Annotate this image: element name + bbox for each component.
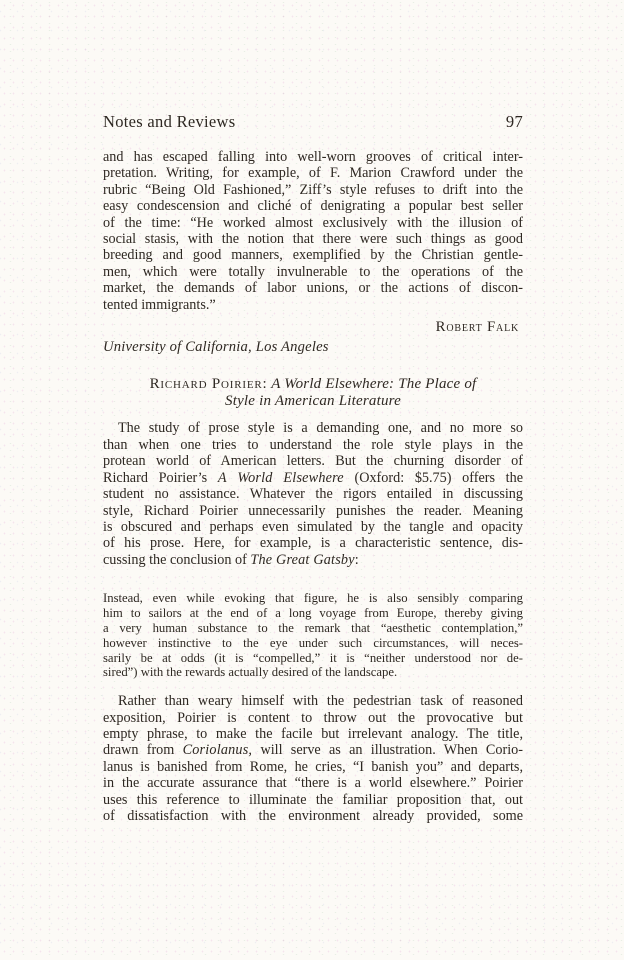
reviewer-signature-affiliation: University of California, Los Angeles (103, 339, 329, 356)
poirier-review-paragraph-1-line: style, Richard Poirier unnecessarily punishes the reader. Meaning (103, 502, 523, 519)
poirier-review-paragraph-1-line: Richard Poirier’s A World Elsewhere (Oxford: $5.75) offers the (103, 469, 524, 486)
falk-review-closing-paragraph-line: breeding and good manners, exemplified by the Christian gentle- (103, 247, 523, 264)
falk-review-closing-paragraph-line: men, which were totally invulnerable to the operations of the (103, 263, 523, 280)
falk-review-closing-paragraph-line: tented immigrants.” (103, 296, 216, 313)
poirier-block-quote-line: sarily be at odds (it is “compelled,” it is “neither understood nor de- (103, 650, 523, 665)
poirier-block-quote-line: Instead, even while evoking that figure, he is also sensibly comparing (103, 591, 523, 606)
poirier-block-quote (103, 591, 523, 680)
poirier-review-paragraph-1-line: student no assistance. Whatever the rigors entailed in discussing (103, 486, 523, 503)
poirier-block-quote-line: a very human substance to the remark that “aesthetic contemplation,” (103, 620, 523, 635)
reviewer-signature-name: Robert Falk (435, 319, 519, 336)
poirier-review-heading-line: Richard Poirier: A World Elsewhere: The Place of (149, 376, 477, 393)
poirier-review-paragraph-1-line: is obscured and perhaps even simulated by the tangle and opacity (103, 518, 523, 535)
poirier-block-quote-line: however instinctive to the eye under such circumstances, will neces- (103, 635, 523, 650)
falk-review-closing-paragraph-line: market, the demands of labor unions, or the actions of discon- (103, 280, 523, 297)
running-header-title: Notes and Reviews (103, 112, 236, 131)
poirier-review-paragraph-1-line: protean world of American letters. But the churning disorder of (103, 453, 523, 470)
poirier-review-paragraph-2-line: exposition, Poirier is content to throw out the provocative but (103, 709, 523, 726)
poirier-review-heading-line: Style in American Literature (225, 393, 401, 410)
poirier-review-paragraph-1 (103, 420, 523, 568)
poirier-review-paragraph-2-line: lanus is banished from Rome, he cries, “I banish you” and departs, (103, 758, 523, 775)
poirier-block-quote-line: him to sailors at the end of a long voyage from Europe, thereby giving (103, 605, 523, 620)
falk-review-closing-paragraph-line: pretation. Writing, for example, of F. Marion Crawford under the (103, 165, 523, 182)
poirier-block-quote-line: sired”) with the rewards actually desired of the landscape. (103, 665, 398, 680)
falk-review-closing-paragraph-line: of the time: “He worked almost exclusively with the illusion of (103, 214, 523, 231)
page-number: 97 (505, 112, 523, 131)
poirier-review-paragraph-1-line: of his prose. Here, for example, is a characteristic sentence, dis- (103, 535, 523, 552)
falk-review-closing-paragraph-line: easy condescension and cliché of denigrating a popular best seller (103, 198, 523, 215)
falk-review-closing-paragraph-line: and has escaped falling into well-worn grooves of critical inter- (103, 149, 523, 165)
falk-review-closing-paragraph-line: social stasis, with the notion that there were such things as good (103, 231, 523, 248)
falk-review-closing-paragraph-line: rubric “Being Old Fashioned,” Ziff’s style refuses to drift into the (103, 181, 523, 198)
poirier-review-paragraph-2-line: in the accurate assurance that “there is a world elsewhere.” Poirier (103, 775, 523, 792)
poirier-review-paragraph-2-line: empty phrase, to make the facile but irrelevant analogy. The title, (103, 726, 523, 742)
poirier-review-paragraph-1-line: The study of prose style is a demanding one, and no more so (118, 420, 523, 437)
poirier-review-paragraph-2-line: of dissatisfaction with the environment already provided, some (103, 808, 523, 825)
poirier-review-paragraph-2-line: Rather than weary himself with the pedestrian task of reasoned (118, 693, 523, 710)
poirier-review-heading (103, 376, 523, 410)
poirier-review-paragraph-1-line: cussing the conclusion of The Great Gatsby: (103, 551, 359, 568)
text-column (103, 112, 523, 824)
poirier-review-paragraph-2-line: drawn from Coriolanus, will serve as an illustration. When Corio- (103, 742, 523, 759)
falk-review-closing-paragraph (103, 149, 523, 313)
poirier-review-paragraph-1-line: than when one tries to understand the role style plays in the (103, 436, 523, 453)
poirier-review-paragraph-2-line: uses this reference to illuminate the familiar proposition that, out (103, 791, 523, 808)
poirier-review-paragraph-2 (103, 693, 523, 824)
running-header (103, 112, 523, 131)
